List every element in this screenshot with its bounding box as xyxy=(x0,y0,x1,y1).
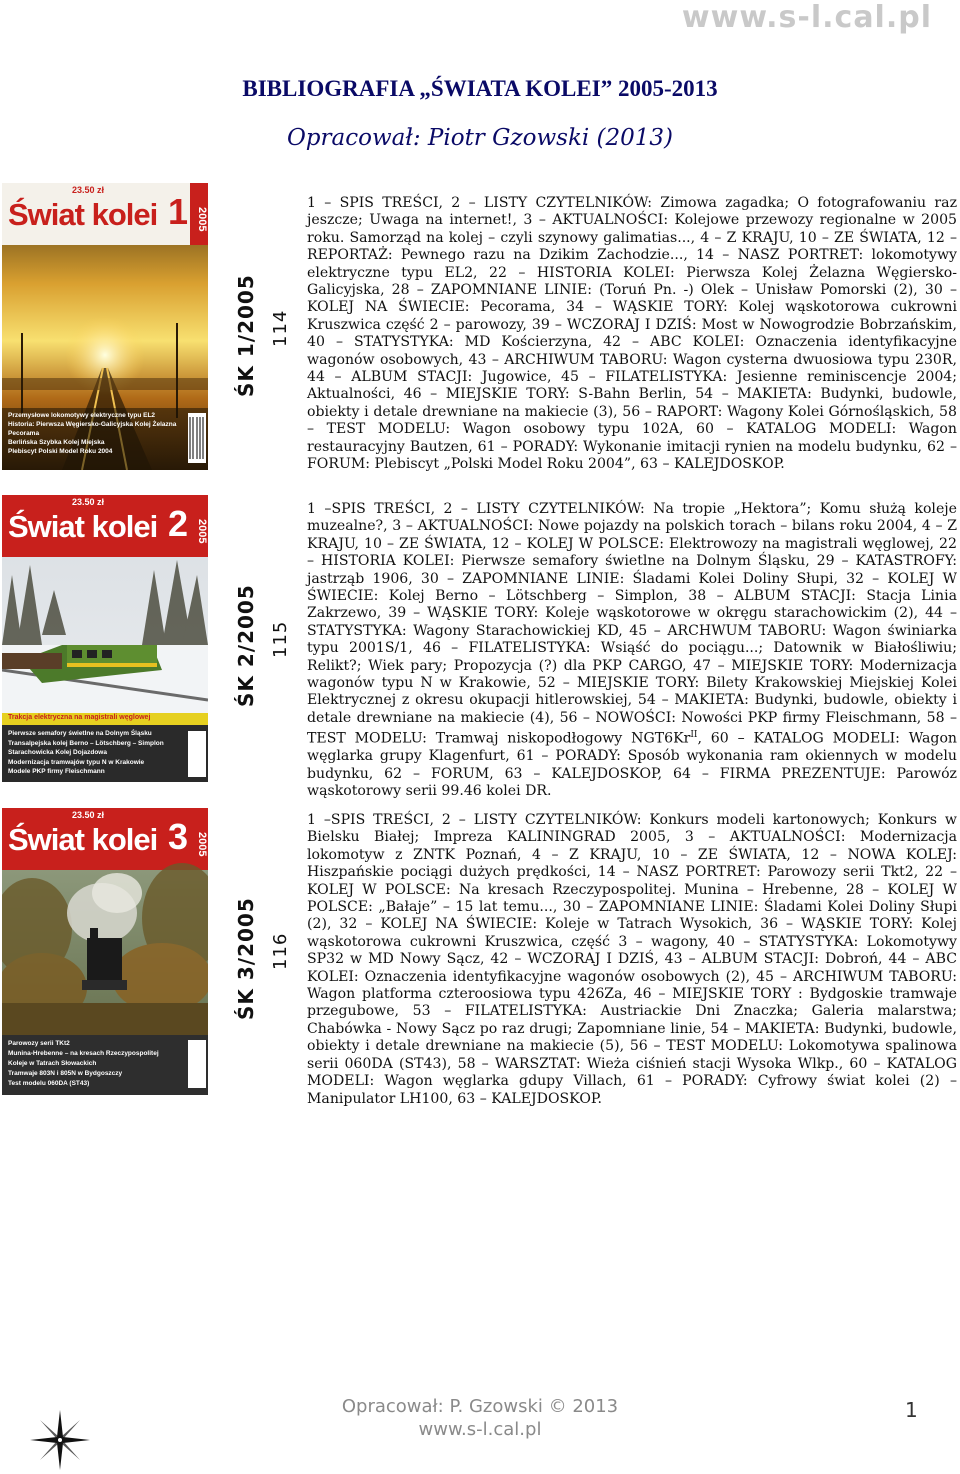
page-number: 1 xyxy=(905,1398,918,1422)
cover-masthead: Świat kolei xyxy=(8,509,158,544)
issue-label xyxy=(230,183,266,470)
entry-number xyxy=(268,808,296,1095)
issue-label xyxy=(230,808,266,1095)
cover-headline: Plebiscyt Polski Model Roku 2004 xyxy=(8,448,113,455)
magazine-cover-3 xyxy=(2,808,208,1095)
superscript: II xyxy=(690,730,698,741)
bibliography-entry-3 xyxy=(0,808,960,1107)
footer-author: Opracował: P. Gzowski © 2013 xyxy=(341,1396,619,1417)
issue-label-text: ŚK 3/2005 xyxy=(234,897,258,1020)
cover-headline: Munina-Hrebenne – na kresach Rzeczypospolitej xyxy=(8,1050,159,1057)
cover-year: 2005 xyxy=(196,207,208,232)
entry-description-tail: , 60 – KATALOG MODELI: Wagon węglarka grupy Klagenfurt, 61 – PORADY: Sposób wykonania ram okiennych w modelu budynku, 62 – FORUM, 63 – KALEJDOSKOP, 64 – FIRMA PREZENTUJE: Parowóz wąskotorowy serii 99.46 kolei DR. xyxy=(307,730,958,800)
entry-description-text: 1 –SPIS TREŚCI, 2 – LISTY CZYTELNIKÓW: Na tropie „Hektora”; Komu służą koleje muzealne?, 3 – AKTUALNOŚCI: Nowe pojazdy na polskich torach – bilans roku 2004, 4 – Z KRAJU, 10 – ZE ŚWIATA, 12 – KOLEJ W POLSCE: Elektrowozy na magistrali węglowej, 22 – HISTORIA KOLEI: Pierwsze semafory świetlne na Dolnym Śląsku, 29 – KATASTROFY: jastrząb 1906, 30 – ZAPOMNIANE LINIE: Śladami Kolei Doliny Słupi, 32 – KOLEJ W ŚWIECIE: Kolej Berno – Lötschberg – Simplon, 38 – ALBUM STACJI: Stacja Linia Zakrzewo, 39 – WĄSKIE TORY: Koleje wąskotorowe w okręgu starachowickim (2), 44 – STATYSTYKA: Wagony Starachowickiej KD, 45 – ARCHWUM TABORU: Wagon świniarka typu 2001S/1, 46 – FILATELISTYKA: Wsiąść do pociągu...; Datownik w Białośliwiu; Relikt?; Wiek pary; Propozycja (?) dla PKP CARGO, 47 – MIEJSKIE TORY: Modernizacja wagonów typu N w Krakowie, 52 – MIEJSKIE TORY: Bilety Krakowskiej Miejskiej Kolei Elektrycznej z okresu okupacji hitlerowskiej, 54 – MAKIETA: Budynki, budowle, obiekty i detale drewniane na makiecie (4), 56 – NOWOŚCI: Nowości PKP firmy Fleischmann, 58 – TEST MODELU: Tramwaj niskopodłogowy NGT6Kr xyxy=(307,501,957,747)
issue-label-text: ŚK 2/2005 xyxy=(234,584,258,707)
cover-headlines xyxy=(8,411,184,456)
cover-headlines xyxy=(8,1039,184,1089)
cover-headline: Pierwsze semafory świetlne na Dolnym Śląsku xyxy=(8,730,152,737)
site-url[interactable]: www.s-l.cal.pl xyxy=(681,0,932,35)
cover-headline: Modernizacja tramwajów typu N w Krakowie xyxy=(8,758,145,766)
cover-issue-digit: 3 xyxy=(168,816,189,857)
entry-number-text: 114 xyxy=(270,309,291,347)
cover-masthead: Świat kolei xyxy=(8,822,158,857)
bibliography-entry-2 xyxy=(0,495,960,800)
entry-number-text: 115 xyxy=(270,620,291,658)
cover-banner: Trakcja elektryczna na magistrali węglowej xyxy=(8,714,151,721)
cover-headline: Starachowicka Kolej Dojazdowa xyxy=(8,749,107,756)
cover-headline: Tramwaje 803N i 805N w Bydgoszczy xyxy=(8,1070,123,1077)
cover-price: 23.50 zł xyxy=(72,497,105,507)
footer-url[interactable]: www.s-l.cal.pl xyxy=(418,1419,542,1440)
cover-headline: Berlińska Szybka Kolej Miejska xyxy=(8,439,105,446)
cover-headline: Pecorama xyxy=(8,430,40,437)
entry-number xyxy=(268,495,296,782)
issue-label-text: ŚK 1/2005 xyxy=(234,274,258,397)
magazine-cover-1 xyxy=(2,183,208,470)
issue-label xyxy=(230,495,266,782)
cover-headline: Transalpejska kolej Berno – Lötschberg – Simplon xyxy=(8,739,164,747)
cover-headline: Historia: Pierwsza Węgiersko-Galicyjska Kolej Żelazna xyxy=(8,421,177,428)
cover-issue-digit: 2 xyxy=(168,503,189,544)
page-title: BIBLIOGRAFIA „ŚWIATA KOLEI” 2005-2013 xyxy=(242,76,718,101)
cover-issue-digit: 1 xyxy=(168,191,189,232)
cover-headline: Przemysłowe lokomotywy elektryczne typu EL2 xyxy=(8,412,156,419)
bibliography-entry-1 xyxy=(0,183,960,473)
cover-year: 2005 xyxy=(196,519,208,544)
cover-price: 23.50 zł xyxy=(72,810,105,820)
cover-masthead: Świat kolei xyxy=(8,197,158,232)
entry-description xyxy=(307,501,957,801)
cover-price: 23.50 zł xyxy=(72,185,105,195)
cover-headline: Parowozy serii TKt2 xyxy=(8,1040,70,1047)
cover-headline: Koleje w Tatrach Słowackich xyxy=(8,1060,97,1067)
cover-headline: Test modelu 060DA (ST43) xyxy=(8,1080,90,1087)
cover-year: 2005 xyxy=(196,832,208,857)
magazine-cover-2 xyxy=(2,495,208,782)
entry-number xyxy=(268,183,296,470)
entry-description: 1 – SPIS TREŚCI, 2 – LISTY CZYTELNIKÓW: Zimowa zagadka; O fotografowaniu raz jeszcze; Uwaga na internet!, 3 – AKTUALNOŚCI: Kolejowe przewozy regionalne w 2005 roku. Samorząd na kolej – czyli szynowy galimatias..., 4 – Z KRAJU, 10 – ZE ŚWIATA, 12 – REPORTAŻ: Pewnego razu na Dzikim Zachodzie..., 14 – NASZ PORTRET: lokomotywy elektryczne typu EL2, 22 – HISTORIA KOLEI: Pierwsza Kolej Żelazna Węgiersko-Galicyjska, 28 – ZAPOMNIANE LINIE: (Toruń Pn. -) Olek – Unisław Pomorski (2), 30 – KOLEJ NA ŚWIECIE: Pecorama, 34 – WĄSKIE TORY: Kolej wąskotorowa cukrowni Kruszwica część 2 – parowozy, 39 – WCZORAJ I DZIŚ: Most w Nowogrodzie Bobrzańskim, 40 – STATYSTYKA: MD Kościerzyna, 42 – ABC KOLEI: Oznaczenia identyfikacyjne wagonów osobowych, 43 – ARCHIWUM TABORU: Wagon cysterna dwuosiowa typu 230R, 44 – ALBUM STACJI: Jugowice, 45 – FILATELISTYKA: Jesienne reminiscencje 2004; Aktualności, 46 – MIEJSKIE TORY: S-Bahn Berlin, 54 – MAKIETA: Budynki, budowle, obiekty i detale drewniane na makiecie (3), 56 – RAPORT: Wagony Kolei Górnośląskich, 58 – TEST MODELU: Wagon osobowy typu 102A, 60 – KATALOG MODELI: Wagon restauracyjny Bautzen, 61 – PORADY: Wykonanie imitacji rynien na modelu budynku, 62 – FORUM: Plebiscyt „Polski Model Roku 2004”, 63 – KALEJDOSKOP. xyxy=(307,195,957,473)
entry-number-text: 116 xyxy=(270,932,291,970)
cover-headline: Modele PKP firmy Fleischmann xyxy=(8,768,105,775)
entry-description: 1 –SPIS TREŚCI, 2 – LISTY CZYTELNIKÓW: Konkurs modeli kartonowych; Konkurs w Bielsku Białej; Impreza KALININGRAD 2005, 3 – AKTUALNOŚCI: Modernizacja lokomotyw z ZNTK Poznań, 4 – Z KRAJU, 10 – ZE ŚWIATA, 12 – NOWA KOLEJ: Hiszpańskie pociągi dużych prędkości, 14 – NASZ PORTRET: Parowozy serii Tkt2, 22 – KOLEJ W POLSCE: Na kresach Rzeczypospolitej. Munina – Hrebenne, 28 – KOLEJ W POLSCE: „Bałaje” – 15 lat temu..., 30 – ZAPOMNIANE LINIE: Śladami Kolei Doliny Słupi (2), 32 – KOLEJ NA ŚWIECIE: Koleje w Tatrach Wysokich, 36 – WĄSKIE TORY: Kolej wąskotorowa cukrowni Kruszwica, część 3 – wagony, 40 – STATYSTYKA: Lokomotywy SP32 w MD Nowy Sącz, 42 – WCZORAJ I DZIŚ, 43 – ALBUM STACJI: Dobroń, 44 – ABC KOLEI: Oznaczenia identyfikacyjne wagonów osobowych (2), 45 – ARCHIWUM TABORU: Wagon platforma czteroosiowa typu 426Za, 46 – MIEJSKIE TORY : Bydgoskie tramwaje przegubowe, 53 – FILATELISTYKA: Austriackie Dni Znaczka; Galeria malarstwa; Chabówka - Nowy Sącz po raz drugi; Zapomniane linie, 54 – MAKIETA: Budynki, budowle, obiekty i detale drewniane na makiecie (5), 56 – TEST MODELU: Lokomotywa spalinowa serii 060DA (ST43), 58 – WARSZTAT: Wieża ciśnień stacji Wysoka Wlkp., 60 – KATALOG MODELI: Wagon węglarka gdupy Villach, 61 – PORADY: Cyfrowy świat kolei (2) – Manipulator LH100, 63 – KALEJDOSKOP. xyxy=(307,812,957,1107)
page-subtitle: Opracował: Piotr Gzowski (2013) xyxy=(286,125,674,151)
cover-headlines xyxy=(8,729,184,777)
